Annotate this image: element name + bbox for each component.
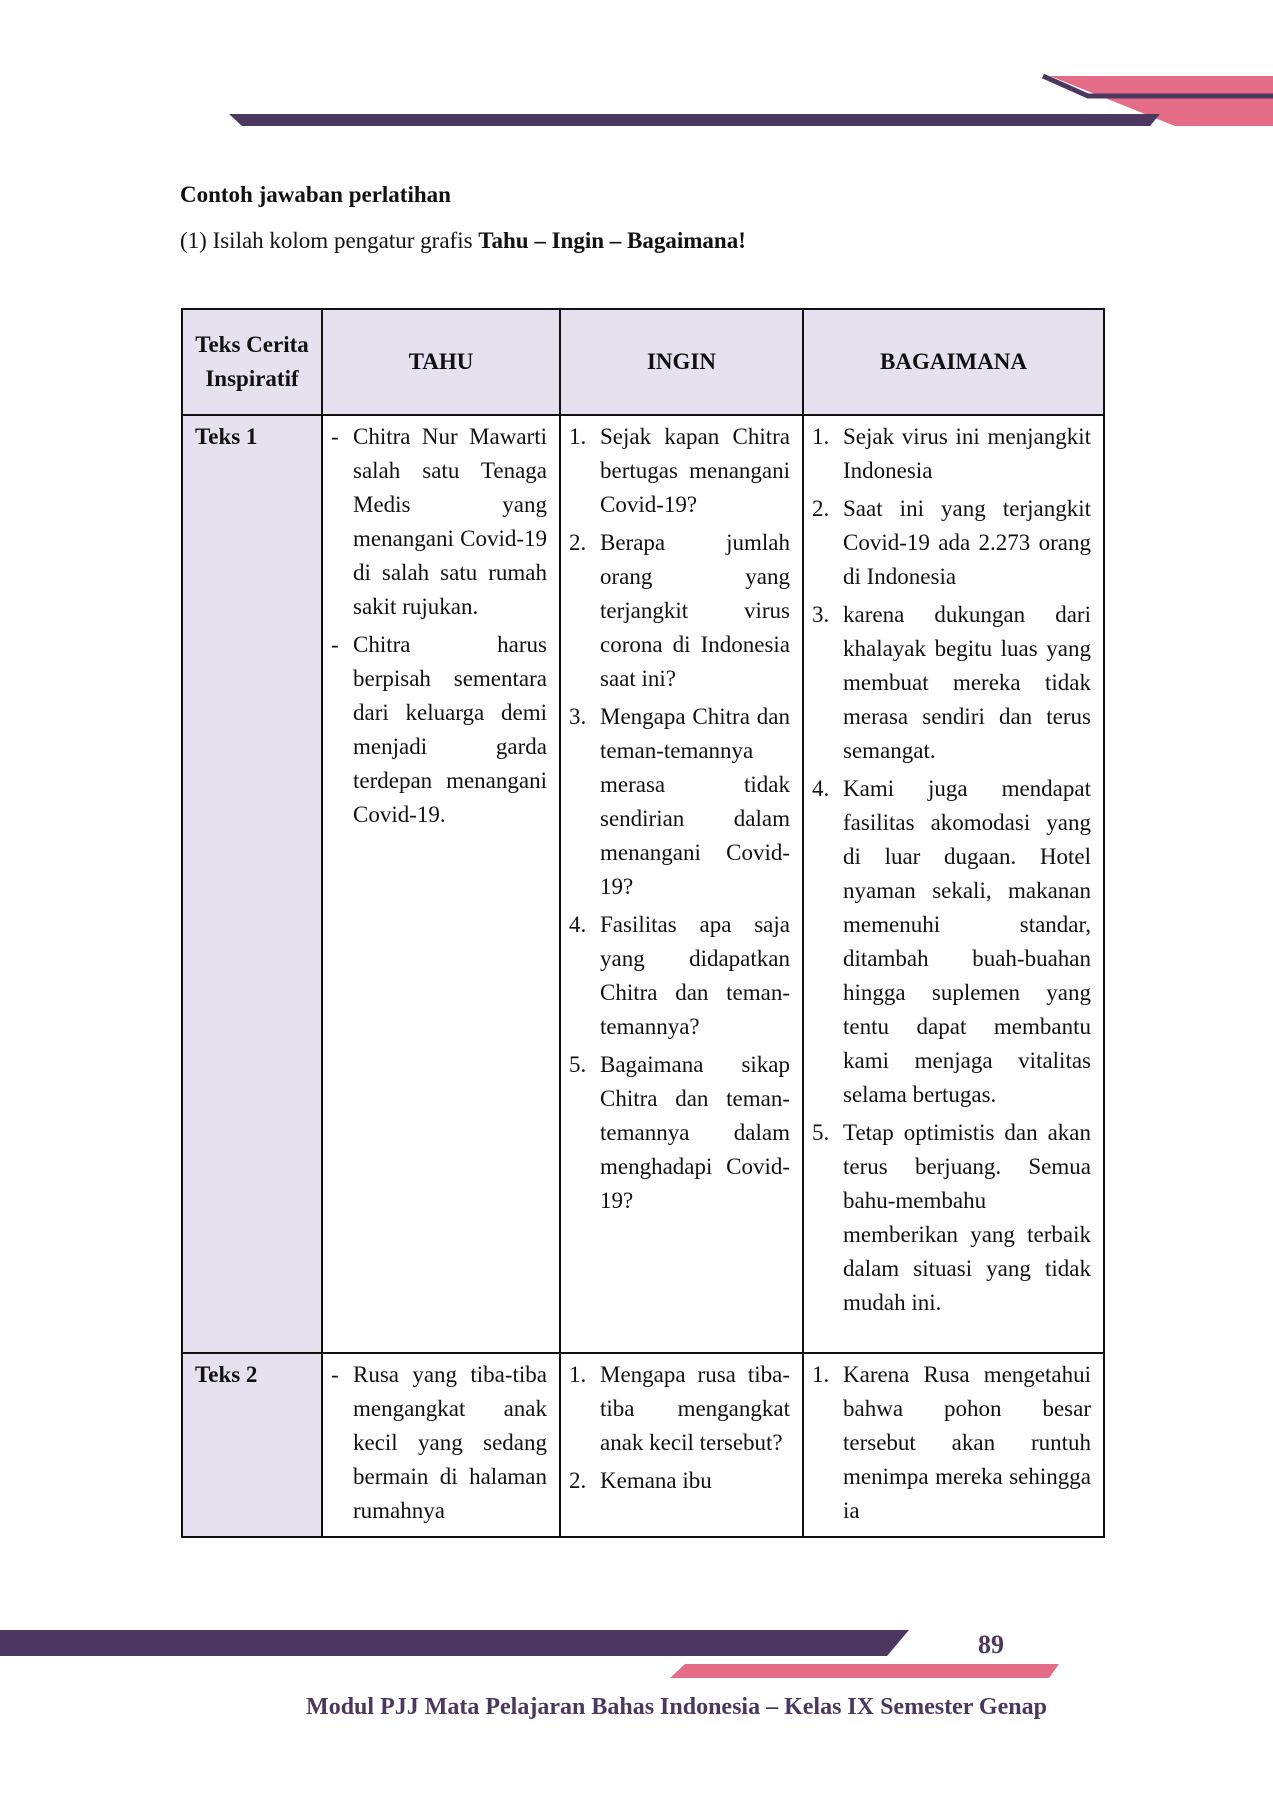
table-header-row: [182, 309, 1104, 415]
header-ingin: INGIN: [560, 309, 803, 415]
list-item: 3. karena dukungan dari khalayak begitu luas yang membuat mereka tidak merasa sendiri dan terus semangat.: [812, 602, 1091, 763]
list-item: - Chitra Nur Mawarti salah satu Tenaga Medis yang menangani Covid-19 di salah satu rumah sakit rujukan.: [331, 424, 547, 619]
table-row: [182, 1353, 1104, 1537]
list-item: 1. Karena Rusa mengetahui bahwa pohon besar tersebut akan runtuh menimpa mereka sehingga ia: [812, 1362, 1091, 1523]
header-teks-cerita: Teks Cerita Inspiratif: [182, 309, 322, 415]
list-item: - Chitra harus berpisah sementara dari keluarga demi menjadi garda terdepan menangani Covid-19.: [331, 632, 547, 827]
list-item: 3. Mengapa Chitra dan teman-temannya merasa tidak sendirian dalam menangani Covid-19?: [569, 704, 790, 899]
footer-text: Modul PJJ Mata Pelajaran Bahas Indonesia – Kelas IX Semester Genap: [306, 1694, 1047, 1720]
ingin-cell: [560, 1353, 803, 1537]
list-item: 1. Sejak kapan Chitra bertugas menangani Covid-19?: [569, 424, 790, 517]
section-title: Contoh jawaban perlatihan: [180, 182, 451, 207]
list-item: 4. Fasilitas apa saja yang didapatkan Chitra dan teman-temannya?: [569, 912, 790, 1039]
instruction: (1) Isilah kolom pengatur grafis Tahu – Ingin – Bagaimana!: [180, 228, 746, 253]
table-row: [182, 415, 1104, 1353]
list-item: 1. Mengapa rusa tiba-tiba mengangkat anak kecil tersebut?: [569, 1362, 790, 1455]
list-item: 1. Sejak virus ini menjangkit Indonesia: [812, 424, 1091, 483]
ingin-cell: [560, 415, 803, 1353]
header-decoration: [0, 0, 1273, 140]
row-label: Teks 2: [182, 1353, 322, 1537]
list-item: 2. Kemana ibu: [569, 1468, 712, 1493]
bagaimana-cell: [803, 1353, 1104, 1537]
footer-decoration: [0, 1620, 1273, 1680]
tahu-cell: [322, 1353, 560, 1537]
header-tahu: TAHU: [322, 309, 560, 415]
page-number: 89: [978, 1630, 1004, 1659]
graphic-organizer-table: [181, 308, 1105, 1538]
list-item: 2. Berapa jumlah orang yang terjangkit virus corona di Indonesia saat ini?: [569, 530, 790, 691]
bagaimana-cell: [803, 415, 1104, 1353]
list-item: 2. Saat ini yang terjangkit Covid-19 ada 2.273 orang di Indonesia: [812, 496, 1091, 589]
list-item: - Rusa yang tiba-tiba mengangkat anak kecil yang sedang bermain di halaman rumahnya: [331, 1362, 547, 1523]
tahu-cell: [322, 415, 560, 1353]
list-item: 4. Kami juga mendapat fasilitas akomodasi yang di luar dugaan. Hotel nyaman sekali, makanan memenuhi standar, ditambah buah-buahan hingga suplemen yang tentu dapat membantu kami menjaga vitalitas selama bertugas.: [812, 776, 1091, 1107]
list-item: 5. Bagaimana sikap Chitra dan teman-temannya dalam menghadapi Covid-19?: [569, 1052, 790, 1213]
list-item: 5. Tetap optimistis dan akan terus berjuang. Semua bahu-membahu memberikan yang terbaik dalam situasi yang tidak mudah ini.: [812, 1120, 1091, 1315]
header-bagaimana: BAGAIMANA: [803, 309, 1104, 415]
row-label: Teks 1: [182, 415, 322, 1353]
